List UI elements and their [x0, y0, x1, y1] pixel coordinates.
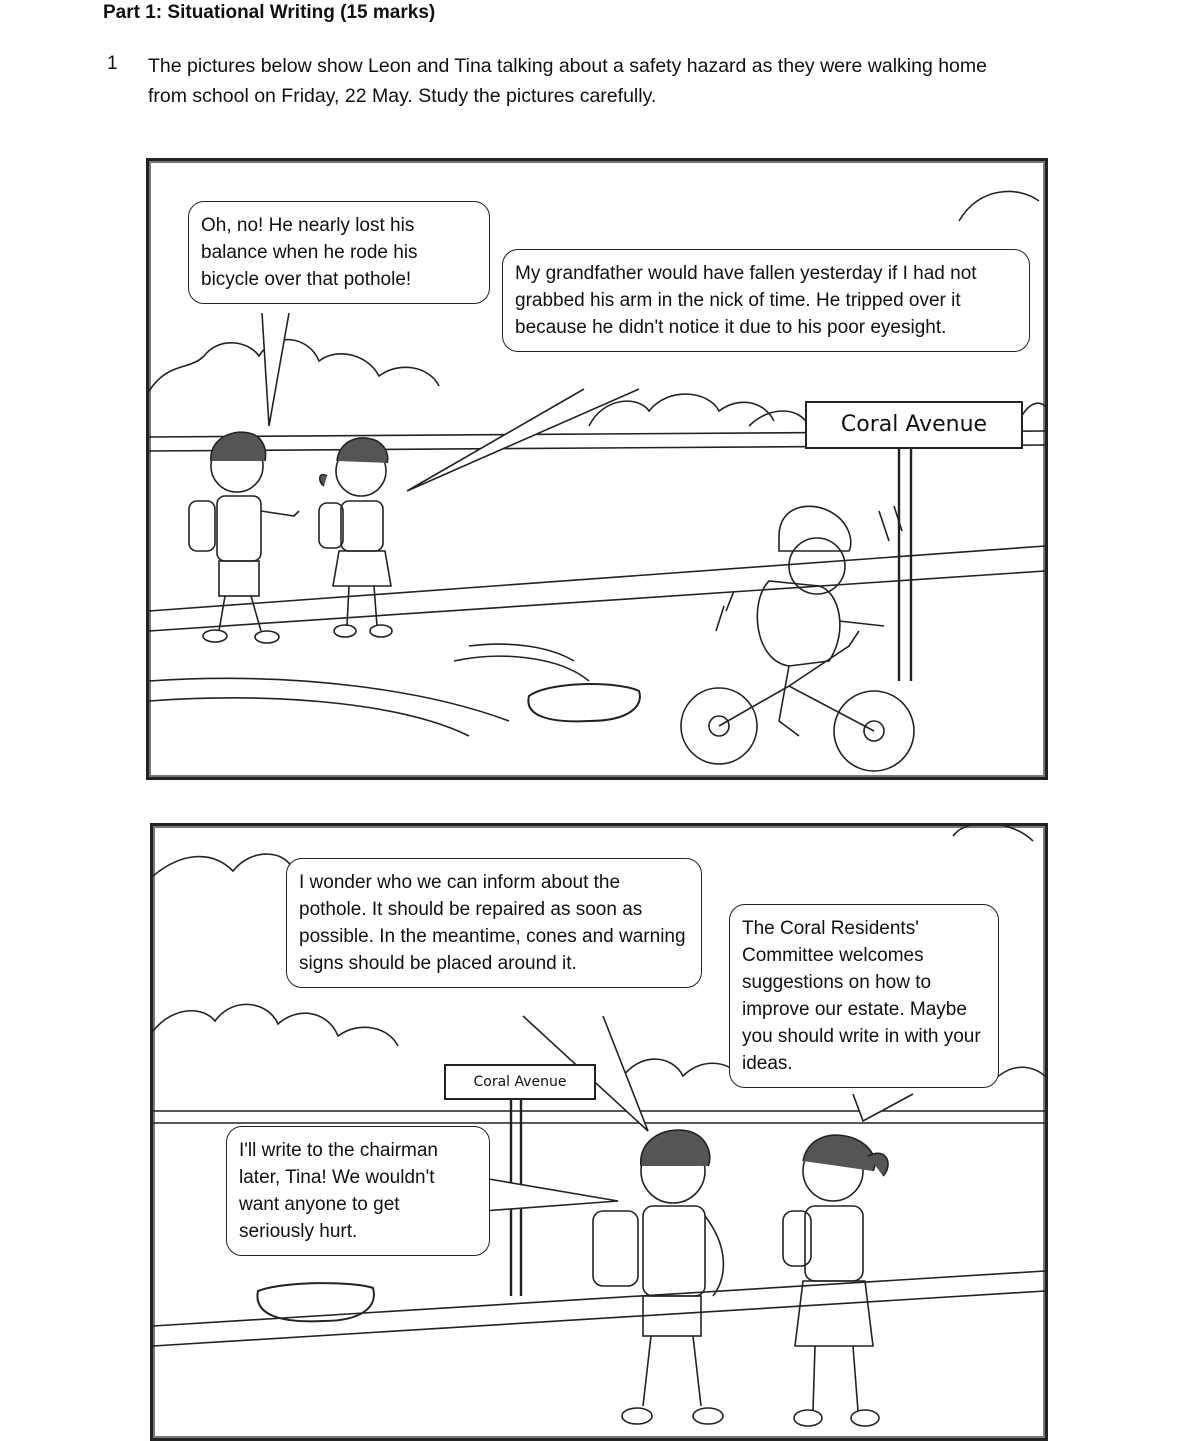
section-title: Part 1: Situational Writing (15 marks): [103, 2, 436, 23]
speech-bubble-residents-committee: The Coral Residents' Committee welcomes suggestions on how to improve our estate. Maybe you should write in with your ideas.: [729, 904, 999, 1088]
comic-panel-1: [146, 158, 1048, 780]
comic-panel-2: [150, 823, 1048, 1441]
question-text: The pictures below show Leon and Tina talking about a safety hazard as they were walking home from school on Friday, 22 May. Study the pictures carefully.: [148, 55, 987, 107]
speech-bubble-leon-2: I'll write to the chairman later, Tina! We wouldn't want anyone to get seriously hurt.: [226, 1126, 490, 1256]
speech-bubble-leon-1: Oh, no! He nearly lost his balance when he rode his bicycle over that pothole!: [188, 201, 490, 304]
speech-bubble-tina-2: I wonder who we can inform about the pothole. It should be repaired as soon as possible. In the meantime, cones and warning signs should be placed around it.: [286, 858, 702, 988]
street-sign-coral-avenue-small: Coral Avenue: [444, 1064, 596, 1100]
street-sign-coral-avenue: Coral Avenue: [805, 401, 1023, 449]
question-number: 1: [107, 53, 118, 74]
speech-bubble-tina-1: My grandfather would have fallen yesterday if I had not grabbed his arm in the nick of time. He tripped over it because he didn't notice it due to his poor eyesight.: [502, 249, 1030, 352]
